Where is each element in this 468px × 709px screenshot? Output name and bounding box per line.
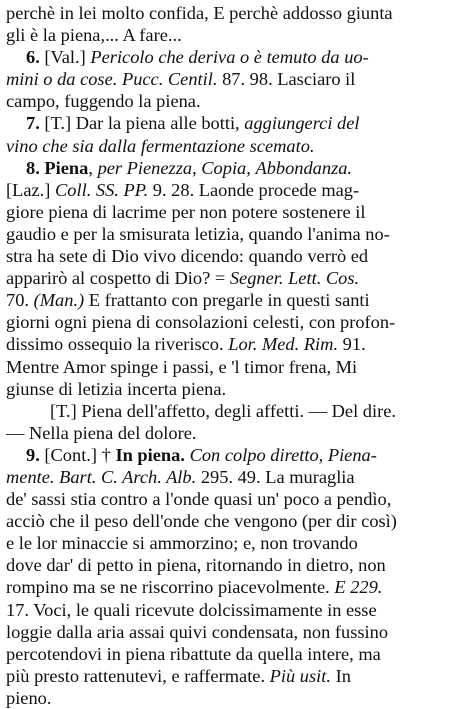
citation-ref: E 229. <box>334 577 383 598</box>
entry-text: rompino ma se ne riscorrino piacevolmente. <box>6 577 330 598</box>
entry-7-line <box>6 112 462 134</box>
synonym: per Pienezza <box>97 157 193 178</box>
entry-number: 9. <box>26 444 40 465</box>
entry-6-line <box>6 46 462 68</box>
entry-6-line <box>6 68 462 90</box>
entry-text: Dar la piena alle botti, <box>75 113 240 134</box>
entry-tag: [Cont.] <box>44 444 98 465</box>
entry-definition: aggiungerci del <box>244 113 360 134</box>
separator: , <box>246 157 251 178</box>
entry-9-line: loggie dalla aria assai quivi condensata, non fussino <box>6 621 389 642</box>
dagger-mark: † <box>101 444 111 465</box>
entry-9-line: acciò che il peso dell'onde che vengono (per dir così) <box>6 511 397 532</box>
subentry-line: — Nella piena del dolore. <box>6 422 197 443</box>
entry-8-line: giore piena di lacrime per non potere sostenere il <box>6 201 366 222</box>
citation-ref: 9. 28. <box>152 179 195 200</box>
entry-definition: mente. <box>6 466 55 487</box>
entry-tag: [Laz.] <box>6 179 51 200</box>
entry-8-line: Mentre Amor spinge i passi, e 'l timor frena, Mi <box>6 356 358 377</box>
entry-9-line: de' sassi stia contro a l'onde quasi un' poco a pendìo, <box>6 489 392 510</box>
entry-8-line <box>6 267 462 289</box>
entry-8-line: stra ha sete di Dio vivo dicendo: quando verrò ed <box>6 246 369 267</box>
entry-6-line: campo, fuggendo la piena. <box>6 91 201 112</box>
entry-text: Lasciaro il <box>277 69 356 90</box>
citation-ref: 91. <box>342 334 366 355</box>
entry-text: più presto rattenutevi, e raffermate. <box>6 665 266 686</box>
subentry-line <box>6 400 462 422</box>
entry-tag: [T.] <box>50 400 77 421</box>
text-line: gli è la piena,... A fare... <box>6 25 182 46</box>
citation: Bart. C. Arch. Alb. <box>59 466 197 487</box>
entry-tag: [Val.] <box>44 47 86 68</box>
text-line: perchè in lei molto confida, E perchè addosso giunta <box>6 3 393 23</box>
entry-8-line <box>6 157 462 179</box>
entry-tag: [T.] <box>44 113 72 134</box>
entry-8-line <box>6 179 462 201</box>
citation: Segner. Lett. Cos. <box>229 268 360 289</box>
citation: Coll. SS. PP. <box>55 179 149 200</box>
dictionary-page <box>6 2 462 709</box>
note: Più usit. <box>269 665 331 686</box>
entry-8-line: gaudio e per la smisurata letizia, quando l'anima no- <box>6 223 390 244</box>
separator: , <box>192 157 197 178</box>
entry-8-line <box>6 333 462 355</box>
entry-text: apparirò al cospetto di Dio? = <box>6 268 226 289</box>
entry-number: 8. <box>26 157 40 178</box>
entry-9-line: e le lor minaccie si ammorzino; e, non trovando <box>6 533 358 554</box>
citation-ref: 295. 49. <box>200 466 261 487</box>
entry-9-line <box>6 444 462 466</box>
entry-definition: Pericolo che deriva o è temuto da uo- <box>90 47 369 68</box>
entry-text: E frattanto con pregarle in questi santi <box>88 290 370 311</box>
citation-ref: 70. <box>6 290 29 311</box>
entry-definition: Con colpo diretto, Piena- <box>189 444 377 465</box>
entry-8-line: giunse di letizia incerta piena. <box>6 378 227 399</box>
entry-9-line <box>6 665 462 687</box>
entry-9-line <box>6 466 462 488</box>
entry-9-line: dove dar' di petto in piena, ritornando in dietro, non <box>6 555 386 576</box>
entry-headword: Piena <box>44 157 89 178</box>
entry-8-line <box>6 289 462 311</box>
separator: , <box>88 157 93 178</box>
entry-9-line: 17. Voci, le quali ricevute dolcissimamente in esse <box>6 599 377 620</box>
entry-headword: In piena. <box>115 444 185 465</box>
synonym: Copia <box>201 157 247 178</box>
citation: Lor. Med. Rim. <box>228 334 339 355</box>
entry-text: Piena dell'affetto, degli affetti. — Del dire. <box>81 400 396 421</box>
entry-7-line: vino che sia dalla fermentazione scemato. <box>6 135 315 156</box>
entry-tag: (Man.) <box>33 290 85 311</box>
citation: Pucc. Centil. <box>121 69 218 90</box>
entry-definition: mini o da cose. <box>6 69 118 90</box>
entry-9-line <box>6 576 462 598</box>
citation-ref: 87. 98. <box>222 69 273 90</box>
entry-text: Laonde procede mag- <box>198 179 360 200</box>
entry-8-line: giorni ogni piena di consolazioni celesti, con profon- <box>6 312 396 333</box>
entry-text: La muraglia <box>265 466 355 487</box>
entry-text: In <box>335 665 351 686</box>
entry-9-line: pieno. <box>6 687 52 708</box>
entry-text: dissimo ossequio la riverisco. <box>6 334 224 355</box>
entry-9-line: percotendovi in piena ribattute da quella intere, ma <box>6 643 381 664</box>
entry-number: 7. <box>26 113 40 134</box>
entry-number: 6. <box>26 47 40 68</box>
synonym: Abbondanza. <box>255 157 353 178</box>
